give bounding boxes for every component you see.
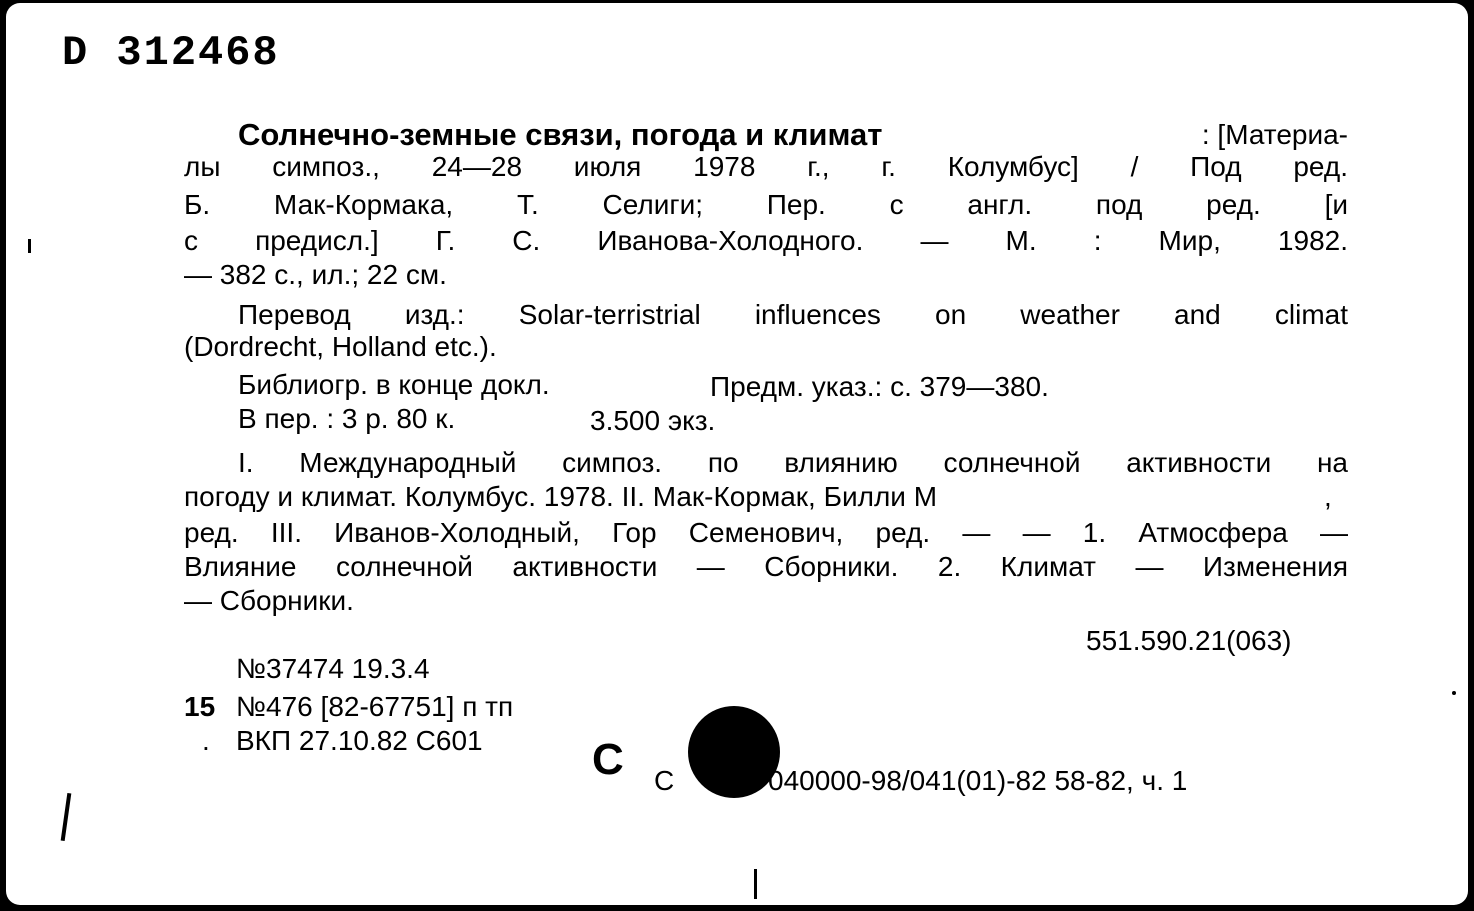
bottom-line-mark (754, 869, 757, 899)
original-title-line-1: Перевод изд.: Solar-terristrial influences on weather and climat (238, 299, 1348, 330)
tracing-line-2-comma: , (1324, 481, 1332, 512)
description-line-2: лы симпоз., 24—28 июля 1978 г., г. Колумбус] / Под ред. (184, 151, 1348, 182)
tracing-line-5: — Сборники. (184, 585, 354, 616)
title-continuation: : [Материа- (1201, 119, 1348, 150)
binding-price: В пер. : 3 р. 80 к. (238, 403, 456, 434)
order-number-2: №476 [82-67751] п тп (236, 691, 514, 722)
catalog-card (6, 3, 1468, 905)
title-line (238, 119, 1348, 150)
description-line-4: с предисл.] Г. С. Иванова-Холодного. — М. : Мир, 1982. (184, 225, 1348, 256)
order-number-1: №37474 19.3.4 (236, 653, 430, 684)
classification-code: 040000-98/041(01)-82 58-82, ч. 1 (768, 765, 1188, 796)
description-line-5: — 382 с., ил.; 22 см. (184, 259, 447, 290)
stamp-letter: С (592, 735, 624, 784)
subject-index-note: Предм. указ.: с. 379—380. (710, 371, 1049, 402)
print-run: 3.500 экз. (590, 405, 716, 436)
description-line-3: Б. Мак-Кормака, Т. Селиги; Пер. с англ. под ред. [и (184, 189, 1348, 220)
tracing-line-2: погоду и климат. Колумбус. 1978. II. Мак-Кормак, Билли М (184, 481, 938, 512)
order-prefix-dot: . (202, 725, 210, 756)
tracing-line-1: I. Международный симпоз. по влиянию солнечной активности на (238, 447, 1348, 478)
book-title: Солнечно-земные связи, погода и климат (238, 117, 883, 152)
call-number: D 312468 (62, 29, 280, 77)
tracing-line-4: Влияние солнечной активности — Сборники. 2. Климат — Изменения (184, 551, 1348, 582)
bottom-c-letter: С (654, 765, 675, 796)
left-edge-mark (28, 239, 31, 253)
bibliography-note: Библиогр. в конце докл. (238, 369, 550, 400)
handwritten-mark (61, 793, 72, 841)
udc-classification: 551.590.21(063) (1086, 625, 1292, 656)
tracing-line-3: ред. III. Иванов-Холодный, Гор Семенович, ред. — — 1. Атмосфера — (184, 517, 1348, 548)
order-number-3: ВКП 27.10.82 С601 (236, 725, 483, 756)
original-title-line-2: (Dordrecht, Holland etc.). (184, 331, 497, 362)
speck-mark (1452, 691, 1456, 695)
ink-blot (688, 706, 780, 798)
order-prefix-15: 15 (184, 691, 216, 722)
